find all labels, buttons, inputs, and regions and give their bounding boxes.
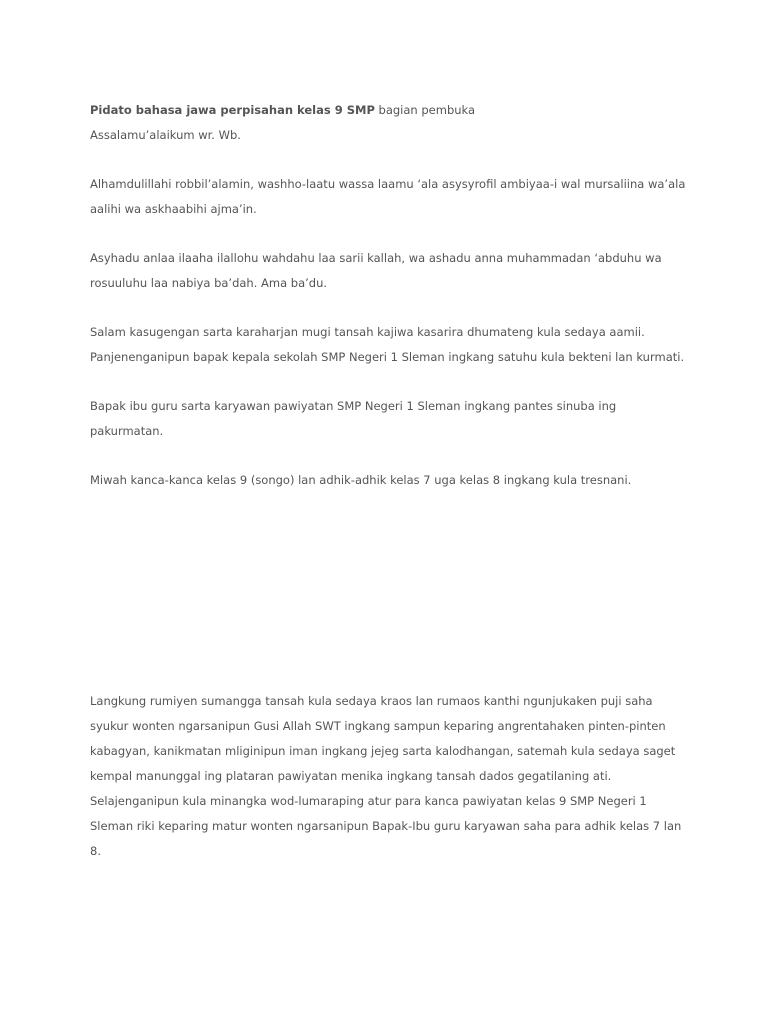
- paragraph-hamdalah: [90, 172, 690, 222]
- paragraph-line: rosuuluhu laa nabiya ba’dah. Ama ba’du.: [90, 276, 328, 290]
- paragraph-line: 8.: [90, 844, 101, 858]
- paragraph-line: Alhamdulillahi robbil’alamin, washho-laatu wassa laamu ‘ala asysyrofil ambiyaa-i wal mursaliina wa’ala: [90, 177, 686, 191]
- paragraph-kanca-kanca: [90, 468, 690, 493]
- document-title: [90, 98, 690, 123]
- paragraph-line: Miwah kanca-kanca kelas 9 (songo) lan adhik-adhik kelas 7 uga kelas 8 ingkang kula tresnani.: [90, 473, 632, 487]
- paragraph-line: Selajenganipun kula minangka wod-lumaraping atur para kanca pawiyatan kelas 9 SMP Negeri 1: [90, 794, 647, 808]
- paragraph-salam: [90, 320, 690, 370]
- paragraph-line: kempal manunggal ing plataran pawiyatan menika ingkang tansah dados gegatilaning ati.: [90, 769, 612, 783]
- paragraph-line: Salam kasugengan sarta karaharjan mugi tansah kajiwa kasarira dhumateng kula sedaya aamii.: [90, 325, 645, 339]
- document-body: [90, 98, 690, 864]
- title-rest: bagian pembuka: [374, 103, 476, 117]
- paragraph-line: kabagyan, kanikmatan mliginipun iman ingkang jejeg sarta kalodhangan, satemah kula sedaya saget: [90, 744, 676, 758]
- paragraph-line: Langkung rumiyen sumangga tansah kula sedaya kraos lan rumaos kanthi ngunjukaken puji saha: [90, 694, 653, 708]
- paragraph-line: syukur wonten ngarsanipun Gusi Allah SWT ingkang sampun keparing angrentahaken pinten-pinten: [90, 719, 666, 733]
- paragraph-line: Panjenenganipun bapak kepala sekolah SMP Negeri 1 Sleman ingkang satuhu kula bekteni lan kurmati.: [90, 350, 685, 364]
- title-bold: Pidato bahasa jawa perpisahan kelas 9 SMP: [90, 103, 375, 117]
- paragraph-langkung-rumiyen: [90, 689, 690, 864]
- paragraph-syahadat: [90, 246, 690, 296]
- blank-gap: [90, 493, 690, 689]
- paragraph-line: Bapak ibu guru sarta karyawan pawiyatan SMP Negeri 1 Sleman ingkang pantes sinuba ing: [90, 399, 617, 413]
- greeting-line: Assalamu’alaikum wr. Wb.: [90, 128, 241, 142]
- paragraph-line: pakurmatan.: [90, 424, 164, 438]
- paragraph-line: Asyhadu anlaa ilaaha ilallohu wahdahu laa sarii kallah, wa ashadu anna muhammadan ‘abduhu wa: [90, 251, 662, 265]
- paragraph-line: aalihi wa askhaabihi ajma’in.: [90, 202, 257, 216]
- paragraph-bapak-ibu-guru: [90, 394, 690, 444]
- paragraph-line: Sleman riki keparing matur wonten ngarsanipun Bapak-Ibu guru karyawan saha para adhik kelas 7 lan: [90, 819, 682, 833]
